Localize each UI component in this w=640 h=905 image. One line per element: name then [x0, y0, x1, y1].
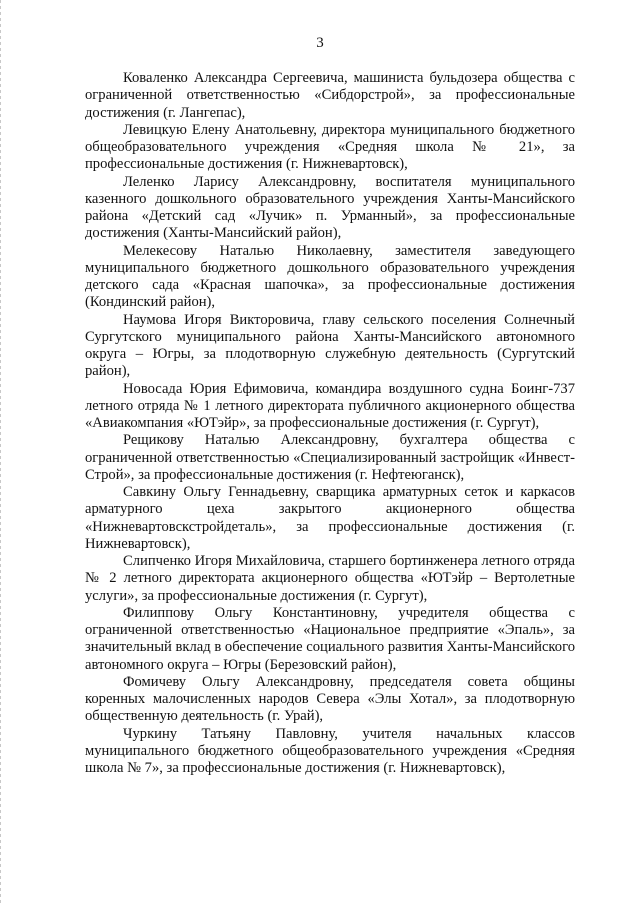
paragraph-reshchikova: Рещикову Наталью Александровну, бухгалтера общества с ограниченной ответственностью «Специализированный застройщик «Инвест-Строй», за профессиональные достижения (г. Нефтеюганск), [85, 432, 575, 483]
paragraph-melekesova: Мелекесову Наталью Николаевну, заместителя заведующего муниципального бюджетного дошкольного образовательного учреждения детского сада «Красная шапочка», за профессиональные достижения (Кондинский район), [85, 242, 575, 311]
paragraph-lelenko: Леленко Ларису Александровну, воспитателя муниципального казенного дошкольного образовательного учреждения Ханты-Мансийского района «Детский сад «Лучик» п. Урманный», за профессиональные достижения (Ханты-Мансийский район), [85, 173, 575, 242]
paragraph-kovalenko: Коваленко Александра Сергеевича, машиниста бульдозера общества с ограниченной ответственностью «Сибдорстрой», за профессиональные достижения (г. Лангепас), [85, 70, 575, 121]
paragraph-savkina: Савкину Ольгу Геннадьевну, сварщика арматурных сеток и каркасов арматурного цеха закрытого акционерного общества «Нижневартовскстройдеталь», за профессиональные достижения (г. Нижневартовск), [85, 484, 575, 552]
paragraph-slipchenko: Слипченко Игоря Михайловича, старшего бортинженера летного отряда № 2 летного директората акционерного общества «ЮТэйр – Вертолетные услуги», за профессиональные достижения (г. Сургут), [85, 553, 575, 604]
page-number: 3 [316, 35, 324, 51]
scan-edge-line [0, 0, 1, 905]
paragraph-levitskaya: Левицкую Елену Анатольевну, директора муниципального бюджетного общеобразовательного учреждения «Средняя школа № 21», за профессиональные достижения (г. Нижневартовск), [85, 121, 575, 173]
paragraph-filippova: Филиппову Ольгу Константиновну, учредителя общества с ограниченной ответственностью «Национальное предприятие «Эпаль», за значительный вклад в обеспечение социального развития Ханты-Мансийского автономного округа – Югры (Березовский район), [85, 604, 575, 673]
paragraph-churkina: Чуркину Татьяну Павловну, учителя начальных классов муниципального бюджетного общеобразовательного учреждения «Средняя школа № 7», за профессиональные достижения (г. Нижневартовск), [85, 725, 575, 776]
paragraph-naumov: Наумова Игоря Викторовича, главу сельского поселения Солнечный Сургутского муниципального района Ханты-Мансийского автономного округа – Югры, за плодотворную служебную деятельность (Сургутский район), [85, 311, 575, 380]
paragraph-fomicheva: Фомичеву Ольгу Александровну, председателя совета общины коренных малочисленных народов Севера «Элы Хотал», за плодотворную общественную деятельность (г. Урай), [85, 673, 575, 725]
award-list [85, 70, 575, 777]
paragraph-novosad: Новосада Юрия Ефимовича, командира воздушного судна Боинг-737 летного отряда № 1 летного директората публичного акционерного общества «Авиакомпания «ЮТэйр», за профессиональные достижения (г. Сургут), [85, 380, 575, 431]
